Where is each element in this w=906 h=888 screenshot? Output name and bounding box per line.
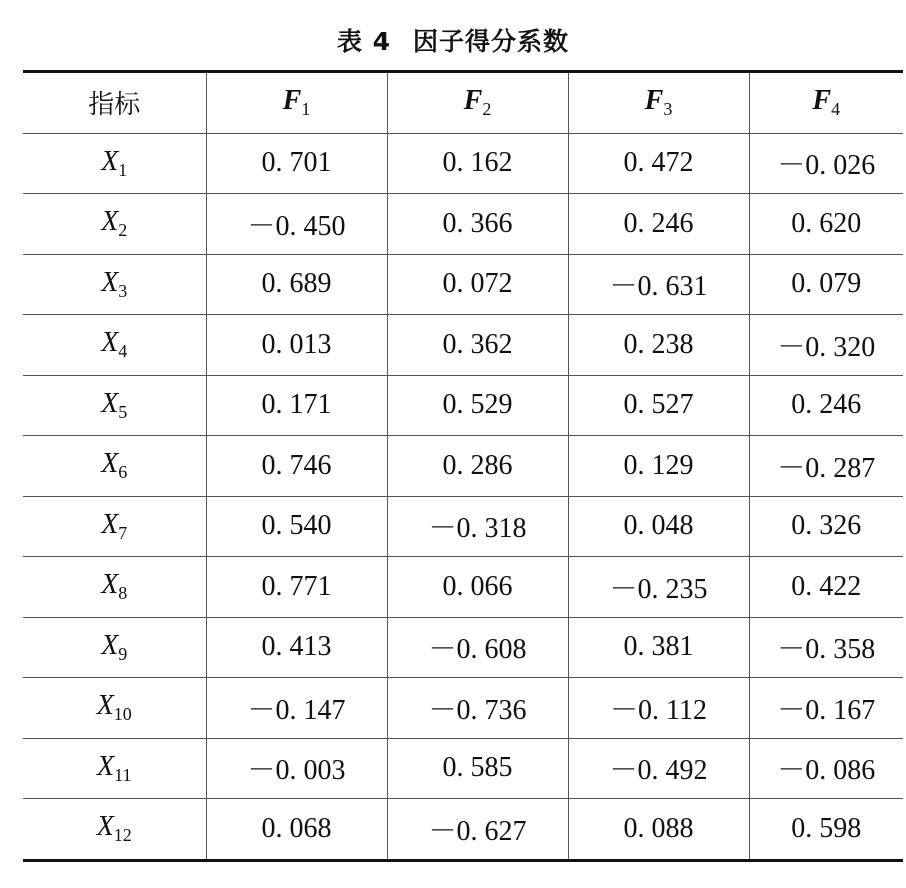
score-cell-f2: 0. 286 [387,436,568,497]
indicator-cell [23,617,206,678]
indicator-cell [23,375,206,436]
score-cell-f3: 0. 527 [568,375,749,436]
header-factor-1 [206,72,387,134]
score-cell-f1: 0. 540 [206,496,387,557]
indicator-symbol: X [101,387,119,419]
indicator-subscript: 5 [118,401,128,422]
indicator-cell [23,799,206,861]
table-row [23,194,903,255]
score-cell-f4: 0. 422 [749,557,903,618]
score-cell-f4: 0. 620 [749,194,903,255]
table-row [23,496,903,557]
table-row [23,133,903,194]
table-header-row [23,72,903,134]
indicator-symbol: X [101,266,119,298]
indicator-subscript: 1 [118,159,128,180]
table-number: 表 4 [336,27,392,56]
factor-score-table [23,70,903,862]
indicator-cell [23,557,206,618]
table-caption [0,22,906,58]
score-cell-f2: －0. 627 [387,799,568,861]
header-factor-3 [568,72,749,134]
table-row [23,254,903,315]
factor-subscript: 3 [663,99,673,120]
factor-subscript: 1 [301,99,311,120]
score-cell-f4: 0. 246 [749,375,903,436]
score-cell-f1: －0. 147 [206,678,387,739]
indicator-subscript: 4 [118,341,128,362]
table-row [23,315,903,376]
score-cell-f2: 0. 366 [387,194,568,255]
score-cell-f1: －0. 003 [206,738,387,799]
score-cell-f4: 0. 079 [749,254,903,315]
table-row [23,436,903,497]
score-cell-f4: 0. 326 [749,496,903,557]
indicator-symbol: X [101,508,119,540]
indicator-subscript: 2 [118,220,128,241]
table-row [23,375,903,436]
score-cell-f3: 0. 238 [568,315,749,376]
table-row [23,738,903,799]
score-cell-f4: －0. 086 [749,738,903,799]
factor-symbol: F [282,85,302,117]
factor-symbol: F [463,85,483,117]
score-cell-f1: －0. 450 [206,194,387,255]
score-cell-f1: 0. 171 [206,375,387,436]
indicator-symbol: X [97,750,115,782]
score-cell-f1: 0. 701 [206,133,387,194]
table-body [23,133,903,860]
table-row [23,557,903,618]
indicator-cell [23,194,206,255]
indicator-subscript: 11 [114,764,132,785]
indicator-cell [23,496,206,557]
indicator-cell [23,133,206,194]
score-cell-f3: －0. 235 [568,557,749,618]
indicator-subscript: 3 [118,280,128,301]
factor-symbol: F [644,85,664,117]
factor-subscript: 4 [831,99,841,120]
score-cell-f2: －0. 318 [387,496,568,557]
indicator-subscript: 9 [118,643,128,664]
score-cell-f2: 0. 585 [387,738,568,799]
indicator-symbol: X [96,811,114,843]
score-cell-f3: 0. 246 [568,194,749,255]
score-cell-f4: －0. 320 [749,315,903,376]
score-cell-f4: 0. 598 [749,799,903,861]
score-cell-f3: 0. 381 [568,617,749,678]
score-cell-f3: 0. 088 [568,799,749,861]
score-cell-f3: 0. 048 [568,496,749,557]
score-cell-f1: 0. 771 [206,557,387,618]
factor-subscript: 2 [482,99,492,120]
indicator-subscript: 7 [118,522,128,543]
indicator-subscript: 10 [113,704,132,725]
indicator-symbol: X [101,448,119,480]
table-row [23,799,903,861]
score-cell-f2: 0. 362 [387,315,568,376]
indicator-subscript: 12 [113,825,132,846]
indicator-symbol: X [101,145,119,177]
score-cell-f1: 0. 068 [206,799,387,861]
score-cell-f2: 0. 162 [387,133,568,194]
factor-symbol: F [812,85,832,117]
indicator-subscript: 6 [118,462,128,483]
indicator-cell [23,738,206,799]
score-cell-f2: 0. 072 [387,254,568,315]
score-cell-f3: －0. 112 [568,678,749,739]
score-cell-f3: －0. 631 [568,254,749,315]
score-cell-f2: －0. 608 [387,617,568,678]
indicator-symbol: X [101,569,119,601]
score-cell-f4: －0. 167 [749,678,903,739]
score-cell-f1: 0. 689 [206,254,387,315]
indicator-cell [23,436,206,497]
score-cell-f3: 0. 472 [568,133,749,194]
score-cell-f2: 0. 529 [387,375,568,436]
table-row [23,678,903,739]
indicator-cell [23,315,206,376]
table-title: 因子得分系数 [413,27,570,56]
score-cell-f4: －0. 287 [749,436,903,497]
score-cell-f3: 0. 129 [568,436,749,497]
score-cell-f1: 0. 013 [206,315,387,376]
score-cell-f2: 0. 066 [387,557,568,618]
indicator-symbol: X [96,690,114,722]
score-cell-f2: －0. 736 [387,678,568,739]
header-factor-4 [749,72,903,134]
header-factor-2 [387,72,568,134]
score-cell-f1: 0. 746 [206,436,387,497]
indicator-symbol: X [101,629,119,661]
indicator-symbol: X [101,206,119,238]
indicator-symbol: X [101,327,119,359]
indicator-cell [23,254,206,315]
score-cell-f4: －0. 026 [749,133,903,194]
score-cell-f3: －0. 492 [568,738,749,799]
score-cell-f4: －0. 358 [749,617,903,678]
indicator-cell [23,678,206,739]
indicator-subscript: 8 [118,583,128,604]
header-index: 指标 [23,72,206,134]
score-cell-f1: 0. 413 [206,617,387,678]
table-row [23,617,903,678]
